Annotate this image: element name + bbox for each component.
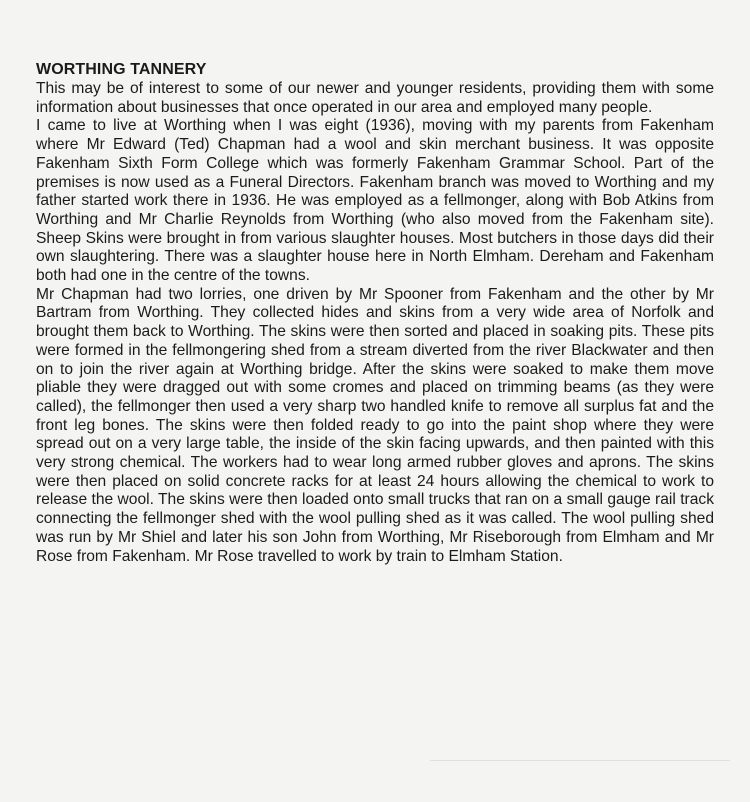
- bleed-through-marks: [430, 760, 730, 791]
- article: [36, 60, 714, 566]
- article-paragraph-intro: This may be of interest to some of our newer and younger residents, providing them with some information about businesses that once operated in our area and employed many people.: [36, 80, 714, 116]
- article-paragraph-move: I came to live at Worthing when I was eight (1936), moving with my parents from Fakenham where Mr Edward (Ted) Chapman had a wool and skin merchant business. It was opposite Fakenham Sixth Form College which was formerly Fakenham Grammar School. Part of the premises is now used as a Funeral Directors. Fakenham branch was moved to Worthing and my father started work there in 1936. He was employed as a fellmonger, along with Bob Atkins from Worthing and Mr Charlie Reynolds from Worthing (who also moved from the Fakenham site). Sheep Skins were brought in from various slaughter houses. Most butchers in those days did their own slaughtering. There was a slaughter house here in North Elmham. Dereham and Fakenham both had one in the centre of the towns.: [36, 117, 714, 285]
- article-paragraph-process: Mr Chapman had two lorries, one driven by Mr Spooner from Fakenham and the other by Mr Bartram from Worthing. They collected hides and skins from a very wide area of Norfolk and brought them back to Worthing. The skins were then sorted and placed in soaking pits. These pits were formed in the fellmongering shed from a stream diverted from the river Blackwater and then on to join the river again at Worthing bridge. After the skins were soaked to make them move pliable they were dragged out with some cromes and placed on trimming beams (as they were called), the fellmonger then used a very sharp two handled knife to remove all surplus fat and the front leg bones. The skins were then folded ready to go into the paint shop where they were spread out on a very large table, the inside of the skin facing upwards, and then painted with this very strong chemical. The workers had to wear long armed rubber gloves and aprons. The skins were then placed on solid concrete racks for at least 24 hours allowing the chemical to work to release the wool. The skins were then loaded onto small trucks that ran on a small gauge rail track connecting the fellmonger shed with the wool pulling shed as it was called. The wool pulling shed was run by Mr Shiel and later his son John from Worthing, Mr Riseborough from Elmham and Mr Rose from Fakenham. Mr Rose travelled to work by train to Elmham Station.: [36, 285, 714, 565]
- article-title: WORTHING TANNERY: [36, 61, 207, 78]
